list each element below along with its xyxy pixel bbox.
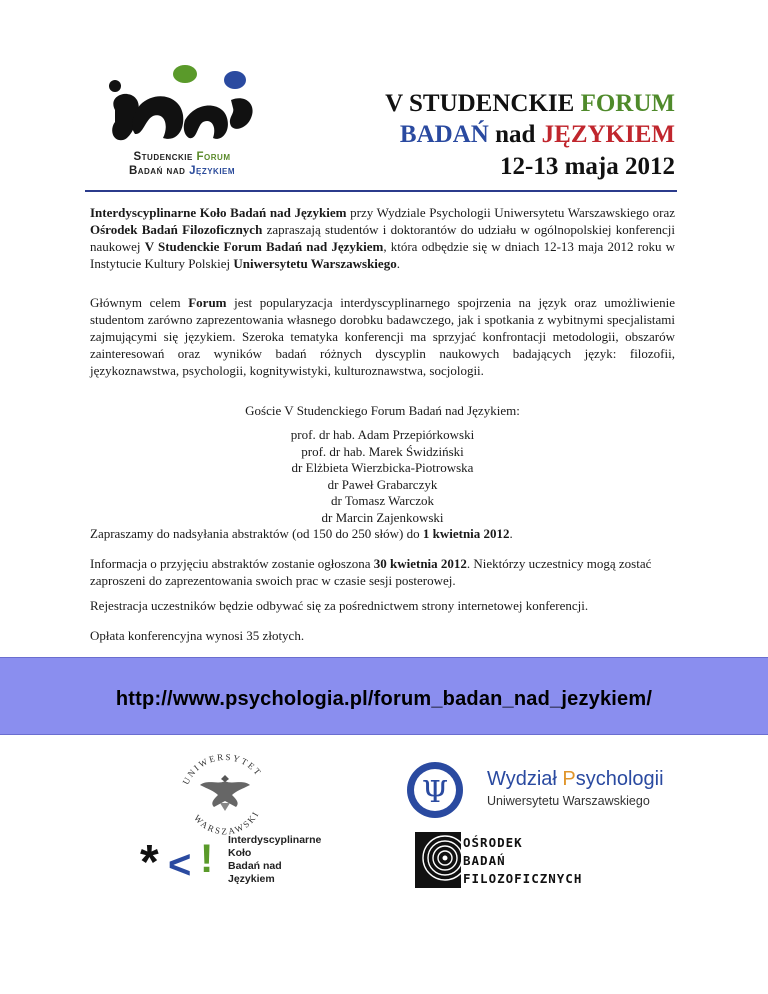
iko-asterisk-bracket-icon: [140, 832, 230, 887]
obf-line: FILOZOFICZNYCH: [463, 871, 583, 886]
guest-item: dr Paweł Grabarczyk: [327, 476, 438, 492]
wp-name-c: sychologii: [575, 768, 664, 790]
wp-name-p: P: [562, 768, 576, 790]
guest-item: prof. dr hab. Marek Świdziński: [301, 443, 464, 459]
logo-text-studenckie: Studenckie: [133, 151, 193, 163]
intro-text-4: .: [396, 256, 400, 271]
registration-paragraph: Rejestracja uczestników będzie odbywać się za pośrednictwem strony internetowej konferencji.: [90, 598, 589, 613]
iko-logo-text: [228, 834, 321, 886]
goal-text-1: Głównym celem: [90, 295, 189, 310]
forum-logo-text: [97, 150, 267, 178]
link-banner: [0, 657, 768, 735]
svg-text:!: !: [200, 837, 214, 881]
guests-heading: Goście V Studenckiego Forum Badań nad Językiem:: [245, 403, 520, 418]
guests-list: [90, 427, 675, 526]
uw-seal-bottom-text: WARSZAWSKI: [192, 808, 262, 837]
iko-line: Interdyscyplinarne: [228, 834, 322, 846]
event-date: 12-13 maja 2012: [500, 153, 675, 180]
org-iko: Interdyscyplinarne Koło Badań nad Językiem: [90, 205, 347, 220]
obf-line: OŚRODEK: [463, 835, 523, 850]
fee-paragraph: Opłata konferencyjna wynosi 35 złotych.: [90, 628, 305, 643]
iko-line: Koło: [228, 847, 252, 859]
svg-text:Ψ: Ψ: [421, 775, 449, 810]
guest-item: prof. dr hab. Adam Przepiórkowski: [290, 427, 475, 442]
svg-text:<: <: [168, 843, 192, 887]
goal-forum: Forum: [188, 295, 227, 310]
conference-name: V Studenckie Forum Badań nad Językiem: [144, 239, 384, 254]
org-obf: Ośrodek Badań Filozoficznych: [90, 222, 263, 237]
uw-seal-top-text: UNIWERSYTET: [180, 751, 265, 787]
wp-name-a: Wydział: [487, 768, 563, 790]
svg-text:UNIWERSYTET: [181, 752, 265, 786]
abstracts-paragraph: [90, 525, 675, 542]
title-badan: BADAŃ: [399, 121, 489, 148]
goal-paragraph: [90, 294, 675, 379]
title-v-studenckie: V STUDENCKIE: [385, 90, 575, 117]
wp-subtitle: Uniwersytetu Warszawskiego: [487, 794, 650, 808]
abstracts-deadline: 1 kwietnia 2012: [422, 526, 510, 541]
acceptance-date: 30 kwietnia 2012: [373, 556, 467, 571]
iko-line: Językiem: [228, 873, 275, 885]
forum-logo-figures-icon: [85, 60, 265, 155]
intro-paragraph: [90, 204, 675, 272]
goal-text-2: jest popularyzacja interdyscyplinarnego spojrzenia na język oraz umożliwienie studentom zarówno zaprezentowania własnego dorobku badawczego, jak i spotkania z wybitnymi specjalistami zajmującymi się językiem. Szeroka tematyka konferencji ma sprzyjać konfrontacji metodologii, obszarów zainteresowań oraz wyników badań różnych dyscyplin naukowych badających język: filozofii, językoznawstwa, psychologii, kognitywistyki, kulturoznawstwa, socjologii.: [90, 295, 675, 378]
uw-seal-logo: [170, 745, 280, 840]
header-divider: [85, 190, 677, 192]
logo-text-forum: Forum: [196, 151, 231, 163]
page-title: [385, 88, 675, 183]
guest-item: dr Elżbieta Wierzbicka-Piotrowska: [291, 460, 474, 475]
abstracts-text-1: Zapraszamy do nadsyłania abstraktów (od 150 do 250 słów) do: [90, 526, 423, 541]
university-name: Uniwersytetu Warszawskiego: [233, 256, 397, 271]
acceptance-text-1: Informacja o przyjęciu abstraktów zostanie ogłoszona: [90, 556, 374, 571]
acceptance-text-2: . Niektórzy uczestnicy mogą zostać zaproszeni do zaprezentowania swoich prac w czasie sesji posterowej.: [90, 556, 652, 588]
logo-text-jezykiem: Językiem: [189, 165, 236, 177]
title-nad: nad: [495, 121, 536, 148]
obf-logo-text: [463, 834, 582, 888]
title-jezykiem: JĘZYKIEM: [541, 121, 675, 148]
iko-logo: [140, 832, 360, 892]
wydzial-psychologii-logo: [403, 760, 683, 820]
psi-seal-icon: [403, 760, 481, 820]
obf-line: BADAŃ: [463, 853, 506, 868]
conference-url-link[interactable]: http://www.psychologia.pl/forum_badan_nad_jezykiem/: [115, 688, 653, 710]
abstracts-text-2: .: [509, 526, 513, 541]
intro-text-1: przy Wydziale Psychologii Uniwersytetu Warszawskiego oraz: [346, 205, 675, 220]
forum-logo: [85, 60, 265, 185]
wp-name: [487, 768, 664, 791]
intro-text-2: zapraszają studentów i doktorantów do udziału w ogólnopolskiej konferencji naukowej: [90, 222, 675, 254]
title-forum: FORUM: [580, 90, 675, 117]
iko-line: Badań nad: [228, 860, 282, 872]
obf-spiral-icon: [415, 832, 461, 888]
logo-text-badan-nad: Badań nad: [128, 165, 186, 177]
obf-logo: [415, 832, 645, 890]
intro-text-3: , która odbędzie się w dniach 12-13 maja 2012 roku w Instytucie Kultury Polskiej: [90, 239, 675, 271]
acceptance-paragraph: [90, 555, 675, 589]
svg-text:*: *: [140, 836, 159, 887]
uw-eagle-seal-icon: [170, 745, 280, 840]
guest-item: dr Marcin Zajenkowski: [321, 509, 444, 525]
guest-item: dr Tomasz Warczok: [331, 493, 434, 508]
